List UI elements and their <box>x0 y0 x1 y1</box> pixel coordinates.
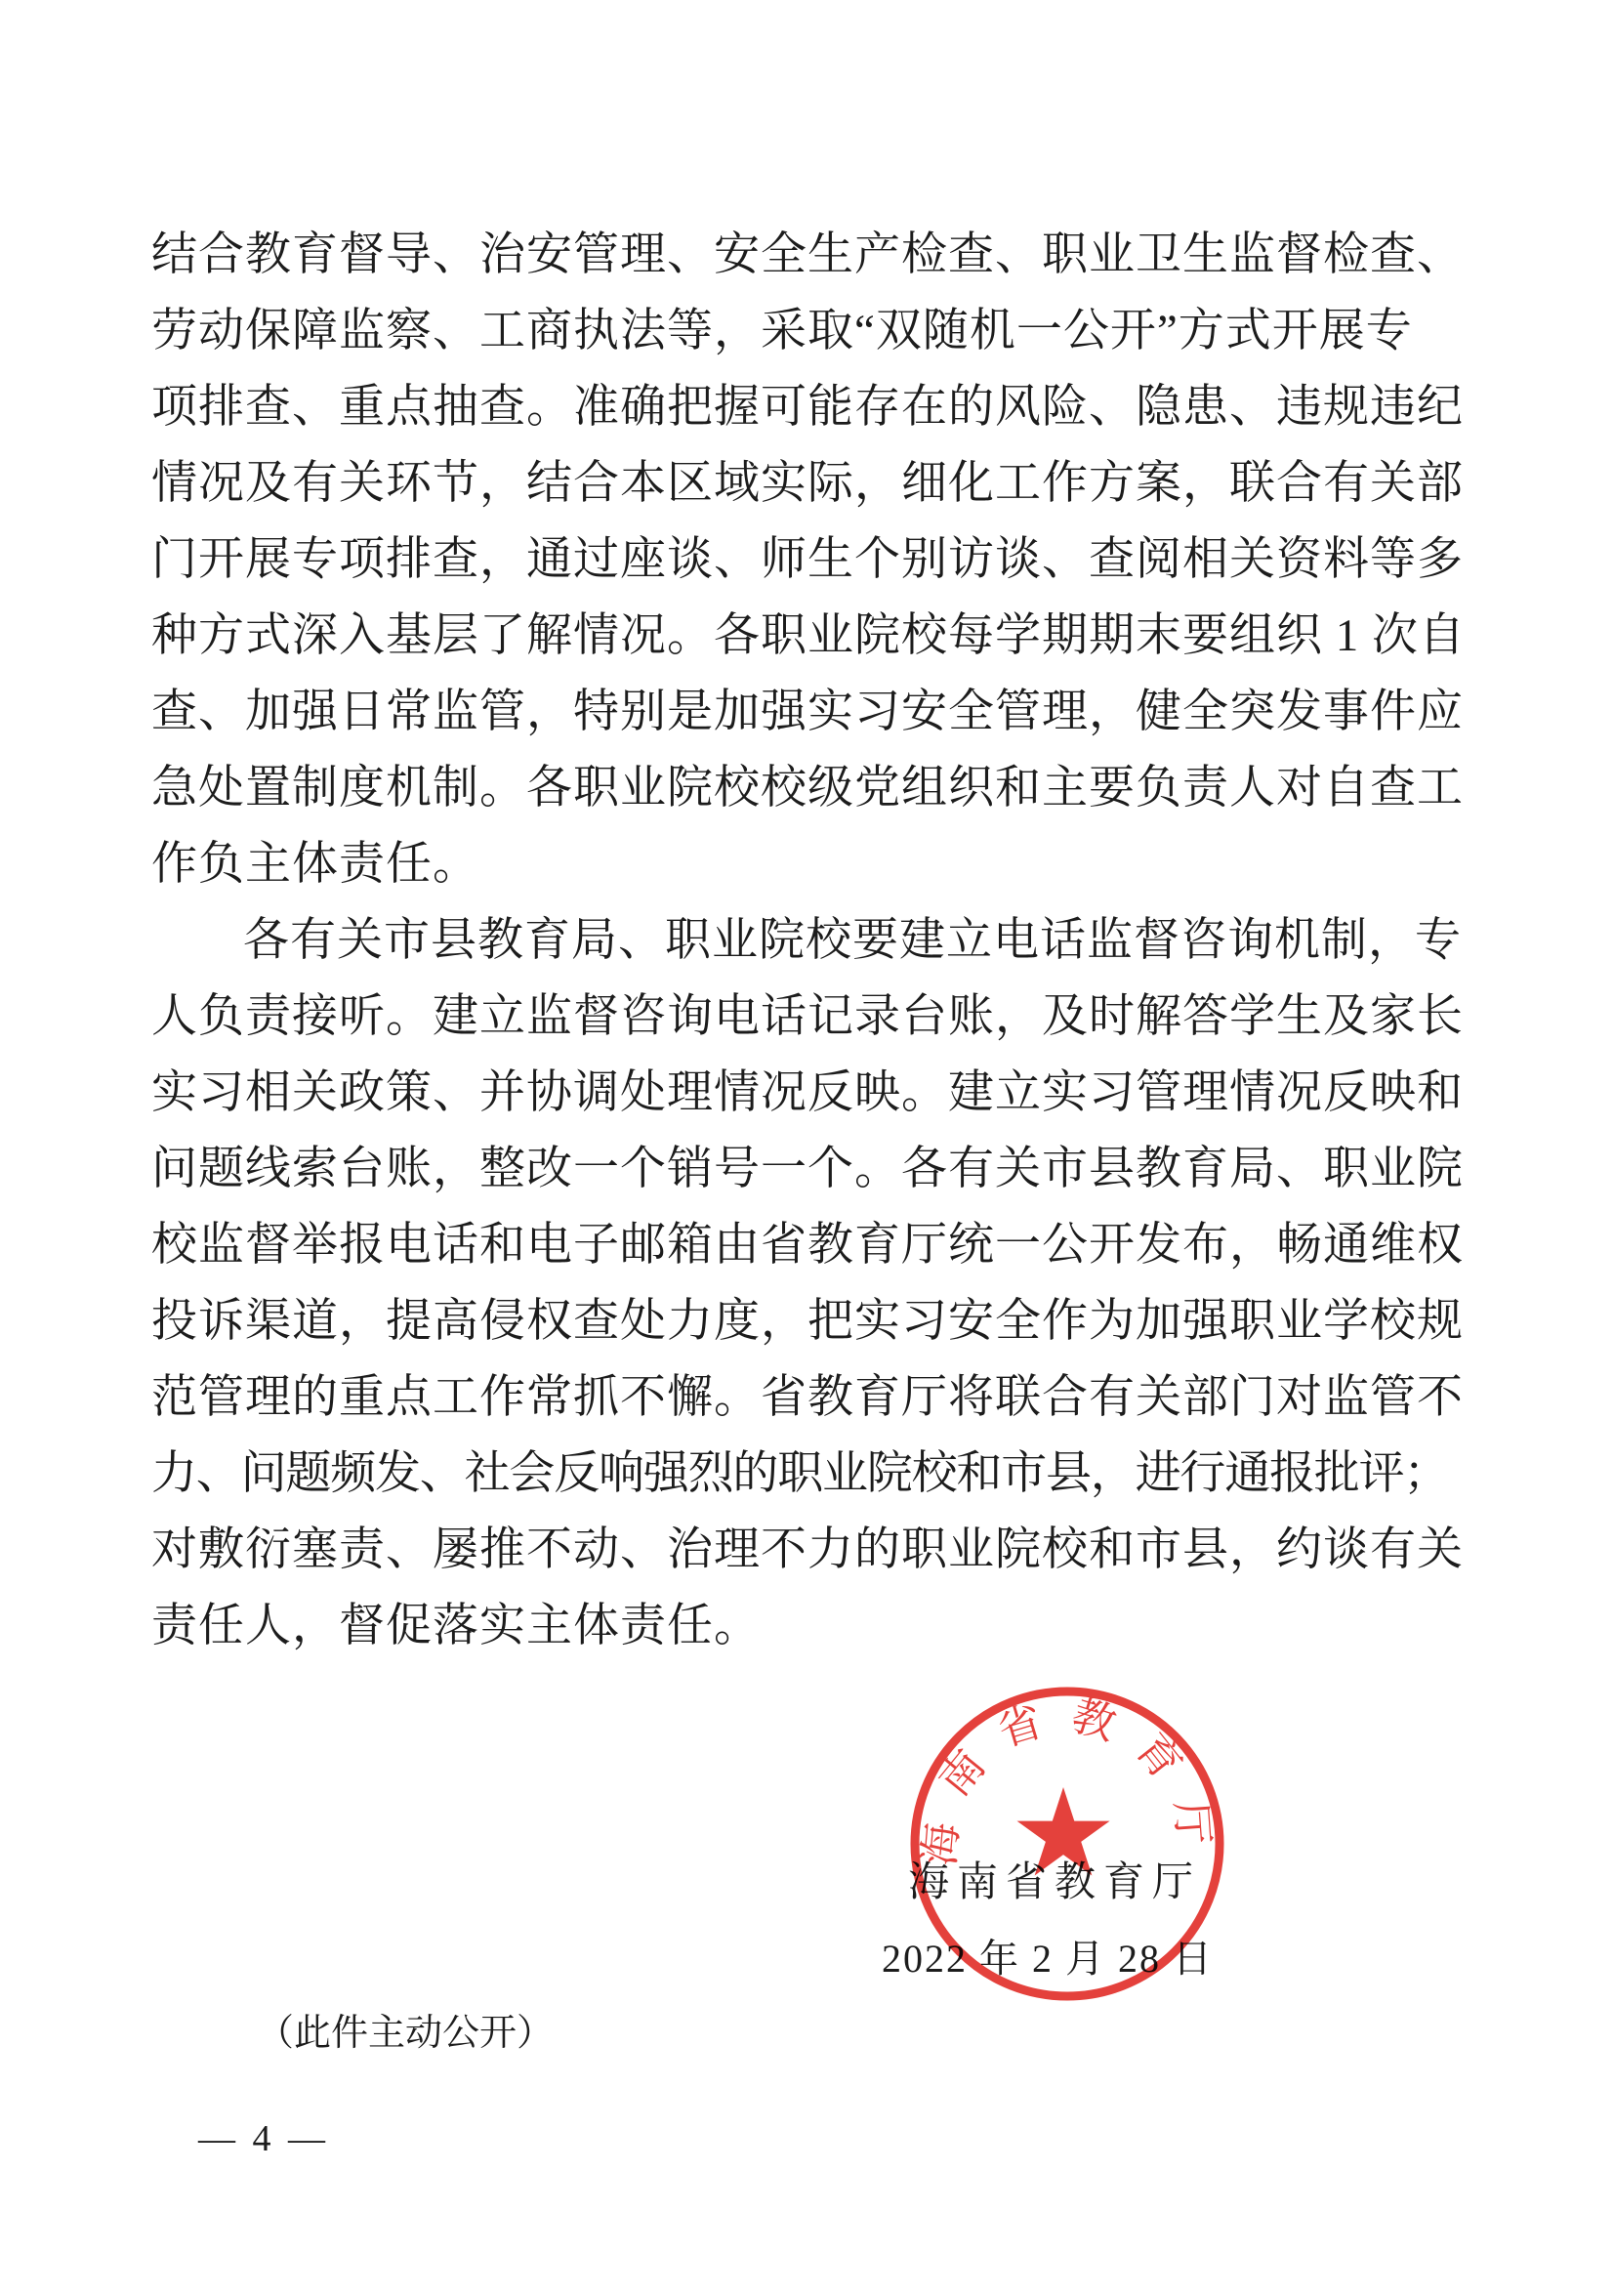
body-line: 查、加强日常监管，特别是加强实习安全管理，健全突发事件应 <box>151 687 1464 737</box>
body-line: 范管理的重点工作常抓不懈。省教育厅将联合有关部门对监管不 <box>151 1372 1464 1423</box>
page-number: — 4 — <box>198 2118 329 2159</box>
document-body <box>151 217 1469 1664</box>
seal-ring-text: 海南省教育厅 <box>915 1691 1220 1870</box>
body-line: 作负主体责任。 <box>151 839 479 890</box>
body-line: 项排查、重点抽查。准确把握可能存在的风险、隐患、违规违纪 <box>151 382 1464 433</box>
body-line: 急处置制度机制。各职业院校校级党组织和主要负责人对自查工 <box>151 763 1464 814</box>
signature-agency: 海南省教育厅 <box>908 1860 1202 1905</box>
body-line: 结合教育督导、治安管理、安全生产检查、职业卫生监督检查、 <box>151 230 1464 280</box>
official-seal <box>901 1678 1233 2010</box>
signature-date: 2022 年 2 月 28 日 <box>882 1937 1214 1981</box>
star-icon <box>1017 1787 1110 1876</box>
body-line: 问题线索台账，整改一个销号一个。各有关市县教育局、职业院 <box>151 1144 1464 1194</box>
body-line: 劳动保障监察、工商执法等，采取“双随机一公开”方式开展专 <box>151 306 1413 356</box>
body-line: 投诉渠道，提高侵权查处力度，把实习安全作为加强职业学校规 <box>151 1296 1464 1347</box>
disclosure-note: （此件主动公开） <box>257 2013 555 2054</box>
body-line: 门开展专项排查，通过座谈、师生个别访谈、查阅相关资料等多 <box>151 534 1464 585</box>
body-line: 情况及有关环节，结合本区域实际，细化工作方案，联合有关部 <box>151 458 1464 509</box>
body-line: 对敷衍塞责、屡推不动、治理不力的职业院校和市县，约谈有关 <box>151 1524 1464 1575</box>
body-line: 责任人，督促落实主体责任。 <box>151 1601 761 1651</box>
body-line: 种方式深入基层了解情况。各职业院校每学期期末要组织 1 次自 <box>151 610 1466 661</box>
body-line: 校监督举报电话和电子邮箱由省教育厅统一公开发布，畅通维权 <box>151 1220 1464 1271</box>
body-line: 实习相关政策、并协调处理情况反映。建立实习管理情况反映和 <box>151 1067 1464 1118</box>
body-line: 各有关市县教育局、职业院校要建立电话监督咨询机制，专 <box>243 915 1462 966</box>
body-line: 人负责接听。建立监督咨询电话记录台账，及时解答学生及家长 <box>151 991 1464 1042</box>
body-line: 力、问题频发、社会反响强烈的职业院校和市县，进行通报批评； <box>151 1448 1449 1499</box>
